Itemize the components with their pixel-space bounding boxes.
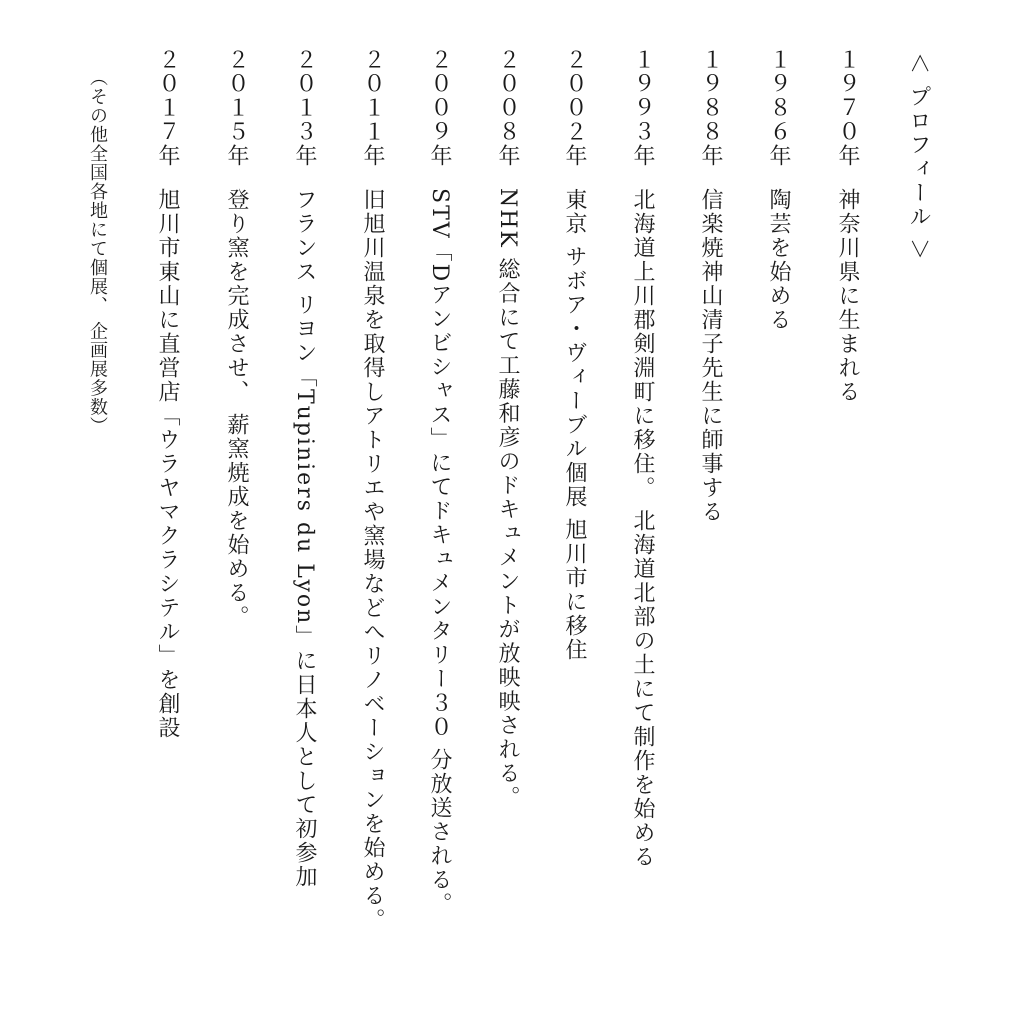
profile-entry-2015 [225, 48, 247, 629]
entry-year: ２００２年 [562, 48, 587, 168]
entry-text: 信楽焼神山清子先生に師事する [698, 188, 723, 524]
profile-entry-2002 [563, 48, 585, 662]
entry-text: フランス リヨン「Tupiniers du Lyon」に日本人として初参加 [292, 188, 317, 890]
profile-entry-2017 [156, 48, 178, 740]
profile-entry-1988 [699, 48, 721, 524]
entry-year: ２０１１年 [360, 48, 385, 168]
entry-year: ２０１５年 [224, 48, 249, 168]
entry-text: 旧旭川温泉を取得しアトリエや窯場などへリノベーションを始める。 [360, 188, 385, 932]
profile-entry-1986 [767, 48, 789, 332]
entry-year: １９８６年 [766, 48, 791, 168]
profile-entry-2011 [361, 48, 383, 932]
entry-year: １９８８年 [698, 48, 723, 168]
entry-text: 神奈川県に生まれる [835, 188, 860, 404]
entry-year: １９７０年 [835, 48, 860, 168]
entry-year: ２００９年 [427, 48, 452, 168]
profile-entry-1993 [631, 48, 653, 869]
entry-text: STV「Dアンビシャス」にてドキュメンタリー３０ 分放送される。 [427, 188, 452, 917]
entry-year: ２０１７年 [155, 48, 180, 168]
entry-text: 東京 サボア・ヴィーブル個展 旭川市に移住 [562, 188, 587, 662]
entry-text: 登り窯を完成させ、 薪窯焼成を始める。 [224, 188, 249, 629]
profile-note: （その他全国各地にて個展、 企画展多数） [87, 68, 108, 436]
profile-entry-2009 [428, 48, 450, 916]
profile-heading: ＜ プロフィール ＞ [906, 52, 931, 262]
profile-entry-2008 [496, 48, 518, 810]
entry-text: 陶芸を始める [766, 188, 791, 332]
entry-year: ２００８年 [495, 48, 520, 168]
entry-year: １９９３年 [630, 48, 655, 168]
entry-text: 北海道上川郡剣淵町に移住。 北海道北部の土にて制作を始める [630, 188, 655, 869]
profile-entry-1970 [836, 48, 858, 404]
entry-text: NHK 総合にて工藤和彦のドキュメントが放映映される。 [495, 188, 520, 810]
profile-entry-2013 [293, 48, 315, 889]
entry-text: 旭川市東山に直営店「ウラヤマクラシテル」を創設 [155, 188, 180, 740]
entry-year: ２０１３年 [292, 48, 317, 168]
